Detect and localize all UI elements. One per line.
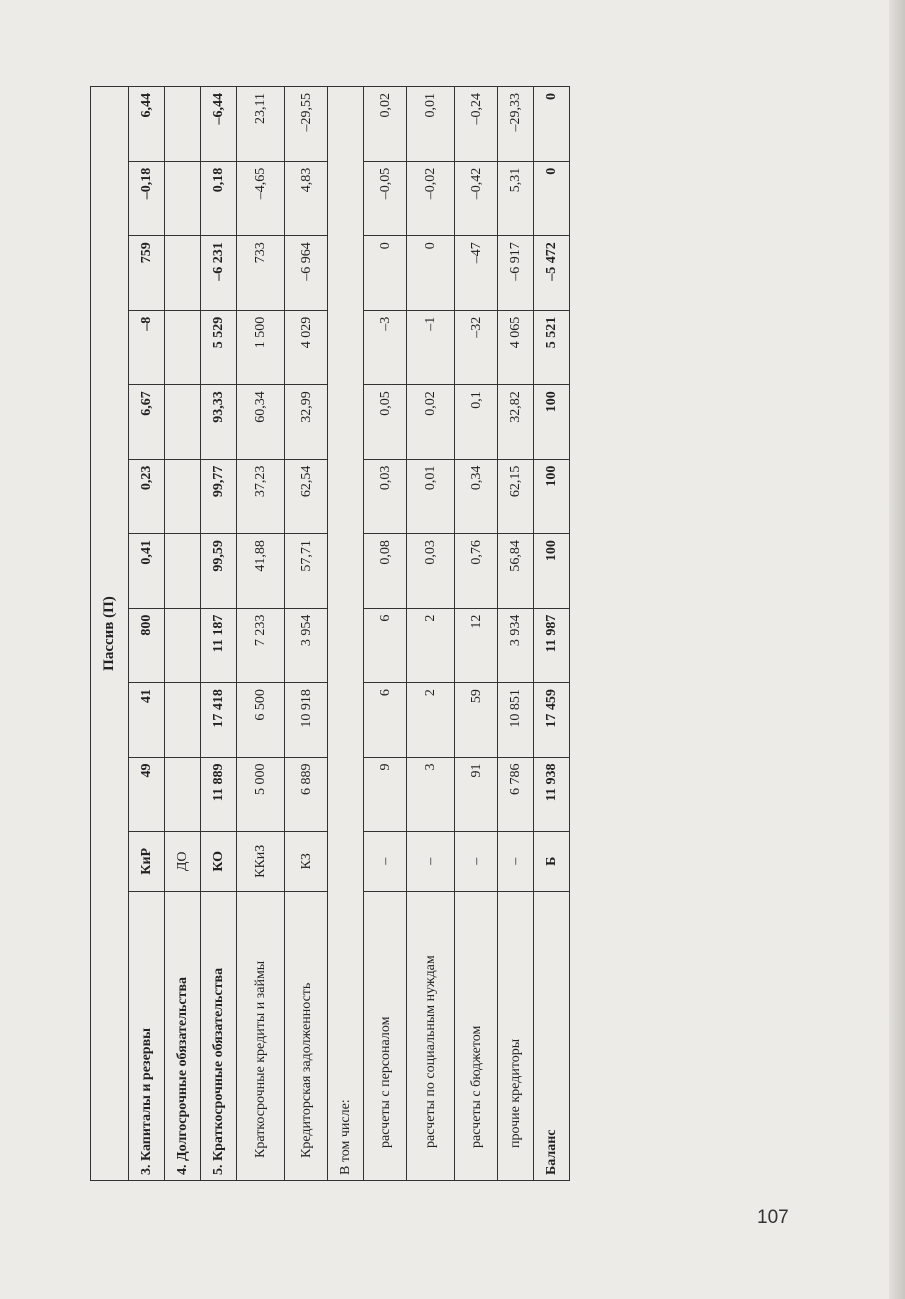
cell: –6,44 [201, 87, 237, 162]
cell: 41,88 [237, 534, 285, 608]
cell: 6,67 [129, 385, 165, 459]
table-row [364, 87, 407, 1181]
cell: 0,34 [455, 459, 498, 533]
cell: 1 500 [237, 310, 285, 384]
row-label: расчеты с персоналом [364, 891, 407, 1180]
cell [165, 757, 201, 831]
table-row [407, 87, 455, 1181]
table-row [534, 87, 570, 1181]
row-label: расчеты по социальным нуждам [407, 891, 455, 1180]
cell: 759 [129, 236, 165, 310]
cell: 0,03 [407, 534, 455, 608]
cell: 11 987 [534, 608, 570, 682]
cell: 6 [364, 608, 407, 682]
cell: 4 065 [498, 310, 534, 384]
cell: 62,15 [498, 459, 534, 533]
cell: –32 [455, 310, 498, 384]
cell [165, 459, 201, 533]
cell: –6 917 [498, 236, 534, 310]
row-label: Баланс [534, 891, 570, 1180]
cell: 41 [129, 683, 165, 757]
cell: –29,55 [285, 87, 328, 162]
table-row [328, 87, 364, 1181]
cell: 0 [364, 236, 407, 310]
cell [165, 534, 201, 608]
cell: 17 459 [534, 683, 570, 757]
cell: 2 [407, 683, 455, 757]
cell: 3 934 [498, 608, 534, 682]
cell: 100 [534, 534, 570, 608]
cell: 6 500 [237, 683, 285, 757]
liabilities-table [90, 86, 570, 1181]
cell: 0,01 [407, 87, 455, 162]
row-label: Краткосрочные кредиты и займы [237, 891, 285, 1180]
cell: 100 [534, 385, 570, 459]
row-code: КО [201, 832, 237, 892]
row-code: Б [534, 832, 570, 892]
row-code: ДО [165, 832, 201, 892]
table-row [201, 87, 237, 1181]
cell: 91 [455, 757, 498, 831]
row-label: расчеты с бюджетом [455, 891, 498, 1180]
row-code: КЗ [285, 832, 328, 892]
cell: 3 [407, 757, 455, 831]
table-row [498, 87, 534, 1181]
cell: –0,18 [129, 161, 165, 235]
cell: –0,05 [364, 161, 407, 235]
cell: 99,77 [201, 459, 237, 533]
cell: 0,41 [129, 534, 165, 608]
cell: –6 964 [285, 236, 328, 310]
cell: 733 [237, 236, 285, 310]
rotated-table-container [90, 86, 559, 1181]
row-code: – [364, 832, 407, 892]
cell: 0 [407, 236, 455, 310]
cell: 5,31 [498, 161, 534, 235]
cell [165, 161, 201, 235]
row-label: 3. Капиталы и резервы [129, 891, 165, 1180]
cell: 0,08 [364, 534, 407, 608]
cell [165, 87, 201, 162]
row-code: – [455, 832, 498, 892]
cell: –1 [407, 310, 455, 384]
cell: 5 529 [201, 310, 237, 384]
cell: 0,05 [364, 385, 407, 459]
cell: 99,59 [201, 534, 237, 608]
cell: 11 889 [201, 757, 237, 831]
cell: 4 029 [285, 310, 328, 384]
cell: 3 954 [285, 608, 328, 682]
cell [165, 608, 201, 682]
cell [165, 385, 201, 459]
cell: 6,44 [129, 87, 165, 162]
row-code: – [407, 832, 455, 892]
cell: 4,83 [285, 161, 328, 235]
cell: 0,23 [129, 459, 165, 533]
page-number: 107 [757, 1207, 789, 1228]
table-row [237, 87, 285, 1181]
cell: 0,02 [407, 385, 455, 459]
cell: 0 [534, 161, 570, 235]
cell [165, 310, 201, 384]
cell: 17 418 [201, 683, 237, 757]
cell: 10 918 [285, 683, 328, 757]
cell: –29,33 [498, 87, 534, 162]
cell: 32,99 [285, 385, 328, 459]
cell: 23,11 [237, 87, 285, 162]
row-label: В том числе: [328, 87, 364, 1181]
cell: 0,02 [364, 87, 407, 162]
cell: –0,02 [407, 161, 455, 235]
cell: –3 [364, 310, 407, 384]
cell: –0,42 [455, 161, 498, 235]
table-row [129, 87, 165, 1181]
cell: 5 521 [534, 310, 570, 384]
cell: 11 187 [201, 608, 237, 682]
cell: –8 [129, 310, 165, 384]
cell: –6 231 [201, 236, 237, 310]
cell: 10 851 [498, 683, 534, 757]
row-label: 5. Краткосрочные обязательства [201, 891, 237, 1180]
cell: 37,23 [237, 459, 285, 533]
cell: 60,34 [237, 385, 285, 459]
cell: 0,1 [455, 385, 498, 459]
table-row [165, 87, 201, 1181]
cell: 11 938 [534, 757, 570, 831]
cell: 32,82 [498, 385, 534, 459]
cell: 0,18 [201, 161, 237, 235]
cell: 0,03 [364, 459, 407, 533]
cell: 57,71 [285, 534, 328, 608]
cell: 93,33 [201, 385, 237, 459]
page-edge-shadow [889, 0, 905, 1299]
cell: 5 000 [237, 757, 285, 831]
row-code: – [498, 832, 534, 892]
table-row [285, 87, 328, 1181]
cell: 7 233 [237, 608, 285, 682]
cell: 59 [455, 683, 498, 757]
cell: –0,24 [455, 87, 498, 162]
cell: 800 [129, 608, 165, 682]
cell: –5 472 [534, 236, 570, 310]
cell: 56,84 [498, 534, 534, 608]
cell: 0,76 [455, 534, 498, 608]
cell: 49 [129, 757, 165, 831]
row-label: прочие кредиторы [498, 891, 534, 1180]
cell: 6 786 [498, 757, 534, 831]
table-header: Пассив (П) [91, 87, 129, 1181]
cell: 62,54 [285, 459, 328, 533]
cell [165, 683, 201, 757]
cell: –4,65 [237, 161, 285, 235]
row-label: Кредиторская задолженность [285, 891, 328, 1180]
cell [165, 236, 201, 310]
row-code: КиР [129, 832, 165, 892]
cell: 100 [534, 459, 570, 533]
row-code: ККиЗ [237, 832, 285, 892]
cell: 12 [455, 608, 498, 682]
cell: 6 [364, 683, 407, 757]
cell: 9 [364, 757, 407, 831]
table-row [455, 87, 498, 1181]
cell: 2 [407, 608, 455, 682]
row-label: 4. Долгосрочные обязательства [165, 891, 201, 1180]
cell: 0,01 [407, 459, 455, 533]
cell: –47 [455, 236, 498, 310]
cell: 6 889 [285, 757, 328, 831]
cell: 0 [534, 87, 570, 162]
